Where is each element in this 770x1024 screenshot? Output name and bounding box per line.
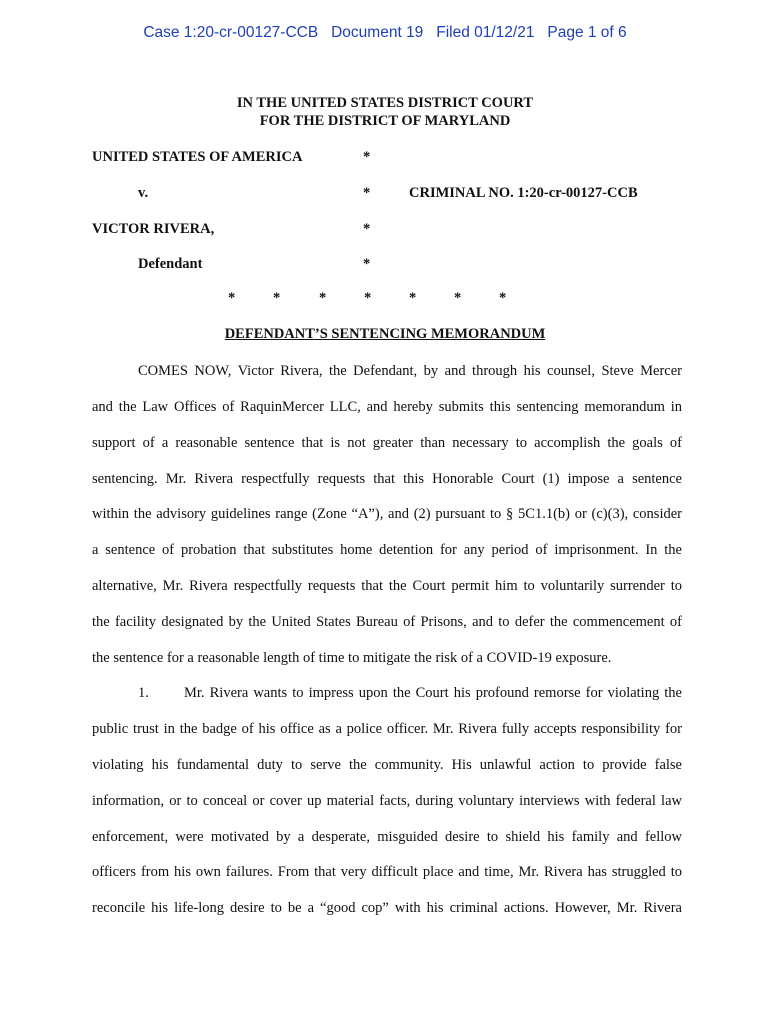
separator-star: * bbox=[319, 290, 327, 306]
body-line: violating his fundamental duty to serve the community. His unlawful action to provide false bbox=[92, 757, 682, 773]
caption-case-number: CRIMINAL NO. 1:20-cr-00127-CCB bbox=[409, 185, 638, 201]
separator-star: * bbox=[409, 290, 417, 306]
separator-star: * bbox=[499, 290, 507, 306]
separator-star: * bbox=[273, 290, 281, 306]
body-line: COMES NOW, Victor Rivera, the Defendant, by and through his counsel, Steve Mercer bbox=[138, 363, 682, 379]
caption-defendant-label: Defendant bbox=[138, 256, 203, 272]
caption-star: * bbox=[363, 256, 371, 272]
body-line: and the Law Offices of RaquinMercer LLC, and hereby submits this sentencing memorandum in bbox=[92, 399, 682, 415]
body-line: Mr. Rivera wants to impress upon the Court his profound remorse for violating the bbox=[184, 685, 682, 701]
document-title: DEFENDANT’S SENTENCING MEMORANDUM bbox=[224, 326, 546, 342]
caption-separator-stars bbox=[0, 290, 770, 310]
body-line: reconcile his life-long desire to be a “good cop” with his criminal actions. However, Mr. Rivera bbox=[92, 900, 682, 916]
court-name-line1: IN THE UNITED STATES DISTRICT COURT bbox=[236, 95, 534, 111]
separator-star: * bbox=[228, 290, 236, 306]
body-line: within the advisory guidelines range (Zone “A”), and (2) pursuant to § 5C1.1(b) or (c)(3), consider bbox=[92, 506, 682, 522]
caption-defendant-name: VICTOR RIVERA, bbox=[92, 221, 215, 237]
separator-star: * bbox=[364, 290, 372, 306]
caption-versus: v. bbox=[138, 185, 149, 201]
ecf-header: Case 1:20-cr-00127-CCB Document 19 Filed 01/12/21 Page 1 of 6 bbox=[143, 24, 627, 41]
paragraph-number: 1. bbox=[138, 685, 149, 701]
caption-star: * bbox=[363, 149, 371, 165]
separator-star: * bbox=[454, 290, 462, 306]
body-line: alternative, Mr. Rivera respectfully requests that the Court permit him to voluntarily surrender to bbox=[92, 578, 682, 594]
body-line: enforcement, were motivated by a desperate, misguided desire to shield his family and fellow bbox=[92, 829, 682, 845]
body-line: a sentence of probation that substitutes home detention for any period of imprisonment. In the bbox=[92, 542, 682, 558]
body-line: officers from his own failures. From that very difficult place and time, Mr. Rivera has struggled to bbox=[92, 864, 682, 880]
court-name-line2: FOR THE DISTRICT OF MARYLAND bbox=[259, 113, 511, 129]
body-line: public trust in the badge of his office as a police officer. Mr. Rivera fully accepts responsibility for bbox=[92, 721, 682, 737]
caption-plaintiff: UNITED STATES OF AMERICA bbox=[92, 149, 303, 165]
body-line: support of a reasonable sentence that is not greater than necessary to accomplish the goals of bbox=[92, 435, 682, 451]
body-line: the facility designated by the United States Bureau of Prisons, and to defer the commencement of bbox=[92, 614, 682, 630]
caption-star: * bbox=[363, 185, 371, 201]
body-line: information, or to conceal or cover up material facts, during voluntary interviews with federal law bbox=[92, 793, 682, 809]
body-line: sentencing. Mr. Rivera respectfully requests that this Honorable Court (1) impose a sentence bbox=[92, 471, 682, 487]
caption-star: * bbox=[363, 221, 371, 237]
body-line: the sentence for a reasonable length of time to mitigate the risk of a COVID-19 exposure. bbox=[92, 650, 612, 666]
